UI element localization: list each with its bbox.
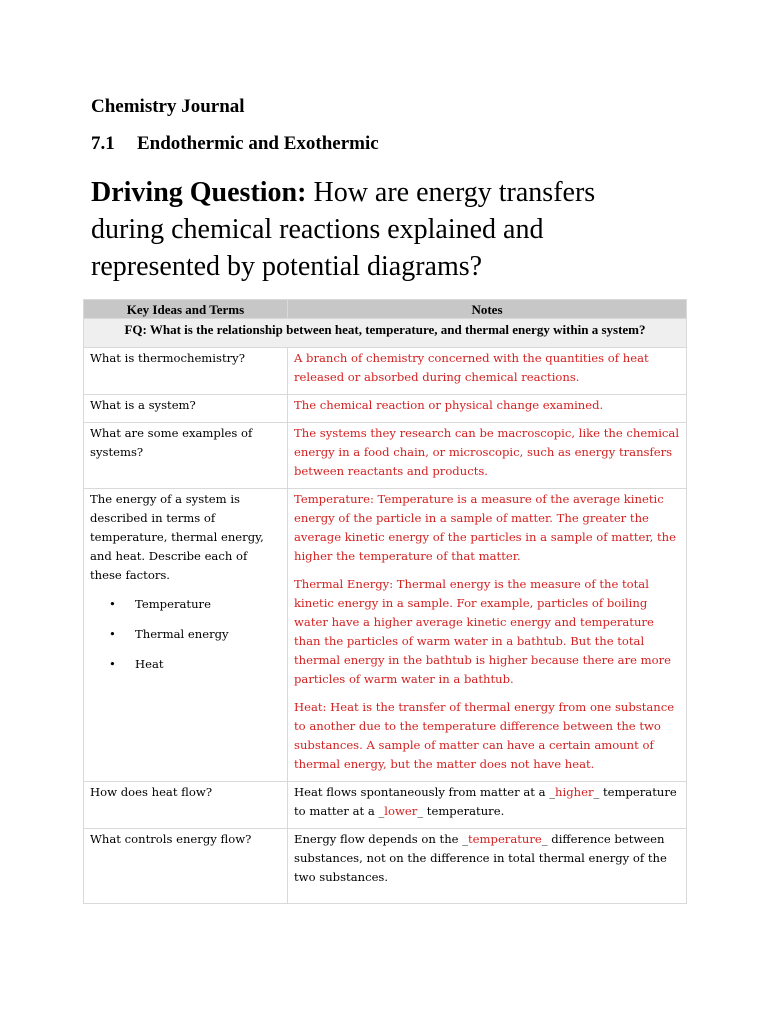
focus-question-row (84, 319, 687, 348)
key-term: What is thermochemistry? (84, 348, 288, 395)
journal-title: Chemistry Journal (91, 96, 245, 117)
notes-table (83, 299, 687, 904)
list-item (90, 595, 281, 614)
section-name: Endothermic and Exothermic (137, 133, 379, 154)
key-term: How does heat flow? (84, 782, 288, 829)
note-answer: The systems they research can be macroscopic, like the chemical energy in a food chain, or microscopic, such as energy transfers between reactants and products. (288, 423, 687, 489)
note-temperature: Temperature: Temperature is a measure of the average kinetic energy of the particle in a sample of matter. The greater the average kinetic energy of the particles in a sample of matter, the higher the temperature of that matter. (294, 492, 676, 563)
note-answer: A branch of chemistry concerned with the quantities of heat released or absorbed during chemical reactions. (288, 348, 687, 395)
key-term: What are some examples of systems? (84, 423, 288, 489)
list-item (90, 625, 281, 644)
factor-list (90, 595, 281, 674)
table-row (84, 829, 687, 904)
note-text: _ difference between substances, not on the difference in total thermal energy of the two substances. (294, 832, 667, 884)
note-fill-in (288, 829, 687, 904)
key-term: What is a system? (84, 395, 288, 423)
bullet-icon: • (109, 627, 116, 641)
factor-label: Heat (135, 657, 164, 671)
table-row (84, 782, 687, 829)
key-term-with-factors (84, 489, 288, 782)
focus-question: FQ: What is the relationship between heat, temperature, and thermal energy within a system? (84, 319, 687, 348)
note-answer-group (288, 489, 687, 782)
bullet-icon: • (109, 597, 116, 611)
note-fill-in (288, 782, 687, 829)
driving-question-text: How are energy transfers during chemical reactions explained and represented by potential diagrams? (91, 177, 596, 282)
table-row (84, 423, 687, 489)
list-item (90, 655, 281, 674)
bullet-icon: • (109, 657, 116, 671)
table-row (84, 348, 687, 395)
note-text: _ temperature to matter at a _ (294, 785, 677, 818)
factor-label: Thermal energy (135, 627, 229, 641)
driving-question-label: Driving Question: (91, 177, 307, 208)
blank-answer: higher (555, 785, 594, 799)
section-title (91, 132, 379, 156)
driving-question (91, 174, 671, 285)
header-notes: Notes (288, 300, 687, 319)
header-key-ideas: Key Ideas and Terms (84, 300, 288, 319)
table-row (84, 395, 687, 423)
note-thermal-energy: Thermal Energy: Thermal energy is the measure of the total kinetic energy in a sample. For example, particles of boiling water have a higher average kinetic energy and temperature than the particles of warm water in a bathtub. But the total thermal energy in the bathtub is higher because there are more particles of warm water in a bathtub. (294, 577, 672, 686)
table-row (84, 489, 687, 782)
note-text: Energy flow depends on the _ (294, 832, 469, 846)
blank-answer: lower (384, 804, 418, 818)
section-number: 7.1 (91, 133, 115, 154)
factor-label: Temperature (135, 597, 211, 611)
table-header-row (84, 300, 687, 319)
note-text: _ temperature. (417, 804, 505, 818)
key-term: The energy of a system is described in terms of temperature, thermal energy, and heat. Describe each of these factors. (90, 492, 264, 582)
note-text: Heat flows spontaneously from matter at a _ (294, 785, 556, 799)
key-term: What controls energy flow? (84, 829, 288, 904)
blank-answer: temperature (468, 832, 542, 846)
note-heat: Heat: Heat is the transfer of thermal energy from one substance to another due to the temperature difference between the two substances. A sample of matter can have a certain amount of thermal energy, but the matter does not have heat. (294, 700, 675, 771)
note-answer: The chemical reaction or physical change examined. (288, 395, 687, 423)
